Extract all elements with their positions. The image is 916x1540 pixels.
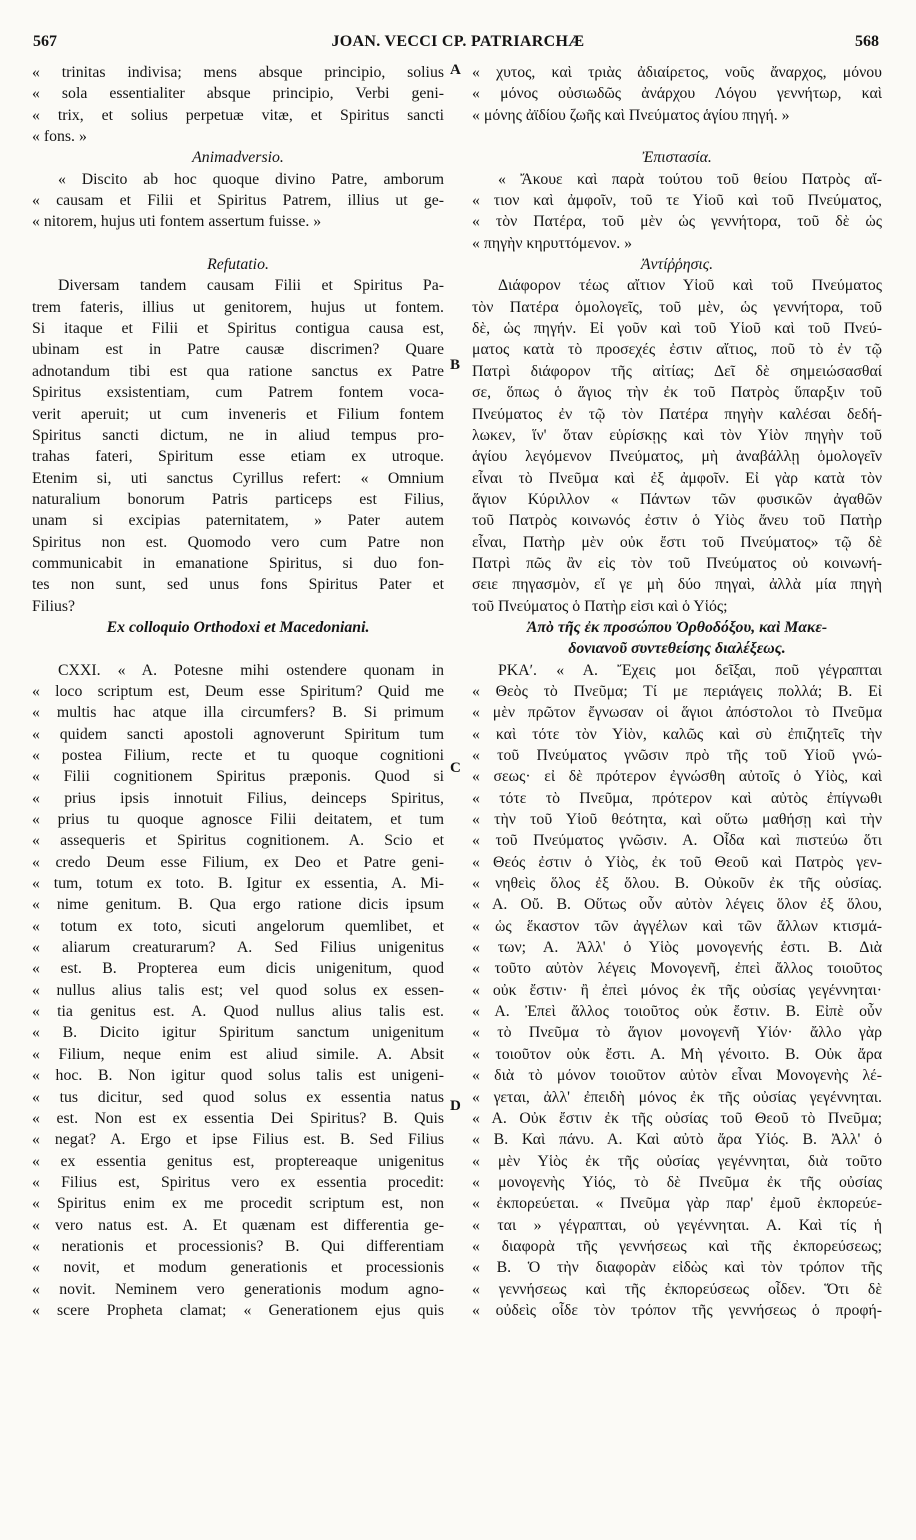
latin-text-line: « B. Dicito igitur Spiritum sanctum unigenitum <box>32 1024 444 1042</box>
greek-text-line <box>472 126 882 147</box>
latin-text-line: CXXI. « A. Potesne mihi ostendere quonam in <box>58 661 444 679</box>
greek-text-line: τοῦ Πατρὸς κοινωνός ἐστιν ὁ Υἱὸς ἄνευ τοῦ Πατὴρ <box>472 512 882 530</box>
page-number-right: 568 <box>855 33 879 50</box>
latin-text-line: « sola essentialiter absque principio, Verbi geni- <box>32 85 444 103</box>
greek-text-line: « μὲν Υἱὸς ἐκ τῆς οὐσίας γεγέννηται, διὰ τοῦτο <box>472 1152 882 1170</box>
latin-text-line: « ex essentia genitus est, proptereaque unigenitus <box>32 1152 444 1170</box>
greek-text-line: « διὰ τὸ μόνον τοιοῦτον αὐτὸν εἶναι Μονογενὴς λέ- <box>472 1067 882 1085</box>
greek-text-line: « μόνης ἀϊδίου ζωῆς καὶ Πνεύματος ἁγίου πηγή. » <box>472 106 790 124</box>
latin-text-line: « prius ipsis innotuit Filius, deinceps Spiritus, <box>32 789 444 807</box>
latin-text-line: « trinitas indivisa; mens absque principio, solius <box>32 64 444 81</box>
greek-text-line: Διάφορον τέως αἴτιον Υἱοῦ καὶ τοῦ Πνεύματος <box>498 277 882 295</box>
greek-text-line: σειε πηγασμὸν, εἴ γε μὴ δύο πηγαὶ, ἀλλὰ μία πηγὴ <box>472 576 882 594</box>
latin-text-line: Diversam tandem causam Filii et Spiritus Pa- <box>58 277 444 295</box>
greek-text-line: « ται » γέγραπται, οὐ γεγέννηται. Α. Καὶ τίς ἡ <box>472 1216 882 1234</box>
latin-text-line: « nullus alius talis est; vel quod solus ex essen- <box>32 981 444 999</box>
latin-text-line: « hoc. B. Non igitur quod solus talis est unigeni- <box>32 1067 444 1085</box>
margin-letter-d: D <box>450 1098 461 1114</box>
latin-text-line <box>32 638 444 659</box>
greek-text-line: Ἀπὸ τῆς ἐκ προσώπου Ὀρθοδόξου, καὶ Μακε- <box>526 618 828 636</box>
greek-text-line: εἶναι τὸ Πνεῦμα καὶ ἐξ ἀμφοῖν. Εἰ γὰρ κατὰ τὸν <box>472 469 882 487</box>
greek-text-line: « Α. Ἐπεὶ ἄλλος τοιοῦτος οὐκ ἔστιν. Β. Εἰπὲ οὖν <box>472 1003 882 1021</box>
latin-text-line: Animadversio. <box>192 149 284 167</box>
greek-text-line: λωκεν, ἵν' ὅταν εὑρίσκῃς καὶ τὸν Υἱὸν πηγὴν τοῦ <box>472 426 882 444</box>
greek-text-line: « σεως· εἰ δὲ πρότερον ἐγνώσθη αὐτοῖς ὁ Υἱὸς, καὶ <box>472 768 882 786</box>
greek-text-line: δὲ, ὡς πηγήν. Εἰ γοῦν καὶ τοῦ Υἱοῦ καὶ τοῦ Πνεύ- <box>472 320 882 338</box>
greek-text-line: « των; Α. Ἀλλ' ὁ Υἱὸς μονογενής ἐστι. Β. Διὰ <box>472 939 882 957</box>
greek-text-line: « Β. Καὶ πάνυ. Α. Καὶ αὐτὸ ἄρα Υἱός. Β. Ἀλλ' ὁ <box>472 1131 882 1149</box>
greek-text-line: « ἐκπορεύεται. « Πνεῦμα γὰρ παρ' ἐμοῦ ἐκπορεύε- <box>472 1195 882 1213</box>
latin-text-line: Refutatio. <box>207 256 269 274</box>
greek-text-line: « διαφορὰ τῆς γεννήσεως καὶ τῆς ἐκπορεύσεως; <box>472 1237 882 1255</box>
latin-text-line: Si itaque et Filii et Spiritus contigua causa est, <box>32 320 444 338</box>
latin-text-line: « tus dicitur, sed quod solus ex essentia natus <box>32 1088 444 1106</box>
latin-text-line <box>32 233 444 254</box>
latin-text-line: « scere Propheta clamat; « Generationem ejus quis <box>32 1301 444 1319</box>
latin-text-line: « negat? A. Ergo et ipse Filius est. B. Sed Filius <box>32 1131 444 1149</box>
latin-text-line: « novit, et modum generationis et processionis <box>32 1259 444 1277</box>
latin-text-line: « postea Filium, recte et tu quoque cognitioni <box>32 747 444 764</box>
latin-text-line: « nerationis et processionis? B. Qui differentiam <box>32 1237 444 1255</box>
latin-text-line: « causam et Filii et Spiritus Patrem, illius ut ge- <box>32 192 444 210</box>
page-number-left: 567 <box>33 33 57 50</box>
latin-text-line: « credo Deum esse Filium, ex Deo et Patre geni- <box>32 853 444 871</box>
margin-letter-c: C <box>450 760 461 776</box>
greek-text-line: « τότε τὸ Πνεῦμα, πρότερον καὶ αὐτὸς ἐπίγνωθι <box>472 789 882 807</box>
latin-text-line: « assequeris et Spiritus cognitionem. A. Scio et <box>32 832 444 850</box>
latin-text-line: « tum, totum ex toto. B. Igitur ex essentia, A. Mi- <box>32 875 444 893</box>
greek-text-line: « ὡς ἕκαστον τῶν ἀγγέλων καὶ τῶν ἄλλων κτισμά- <box>472 917 882 935</box>
greek-text-line: « τοῦτο αὐτὸν λέγεις Μονογενῆ, ἐπεὶ ἄλλος τοιοῦτος <box>472 960 882 978</box>
latin-text-line: « est. B. Propterea eum dicis unigenitum, quod <box>32 960 444 978</box>
greek-text-line: « γεται, ἀλλ' ἐπειδὴ μόνος ἐκ τῆς οὐσίας γεγέννηται. <box>472 1088 882 1106</box>
greek-text-line: « τιον καὶ ἀμφοῖν, τοῦ τε Υἱοῦ καὶ τοῦ Πνεύματος, <box>472 192 882 210</box>
latin-text-line: « est. Non est ex essentia Dei Spiritus? B. Quis <box>32 1109 444 1127</box>
latin-text-line: « fons. » <box>32 128 87 146</box>
greek-text-line: « τοιοῦτον οὐκ ἔστι. Α. Μὴ γένοιτο. Β. Οὐκ ἄρα <box>472 1045 882 1063</box>
greek-text-line: « Α. Οὔ. Β. Οὕτως οὖν αὐτὸν λέγεις ὅλον ἐξ ὅλου, <box>472 896 882 914</box>
greek-text-line: ΡΚΑʹ. « Α. Ἔχεις μοι δεῖξαι, ποῦ γέγραπται <box>498 661 882 679</box>
greek-text-line: « τοῦ Πνεύματος γνῶσιν. Α. Οἶδα καὶ πιστεύω ὅτι <box>472 832 882 850</box>
greek-text-line: « Θεὸς τὸ Πνεῦμα; Τί με περιάγεις πολλά; Β. Εἰ <box>472 682 882 700</box>
greek-text-line: « Θεός ἐστιν ὁ Υἱὸς, ἐκ τοῦ Θεοῦ καὶ Πατρὸς γεν- <box>472 853 882 871</box>
greek-text-line: « Β. Ὁ τὴν διαφορὰν εἰδὼς καὶ τὸν τρόπον τῆς <box>472 1259 882 1277</box>
greek-text-line: δονιανοῦ συντεθείσης διαλέξεως. <box>568 640 786 658</box>
greek-text-line: ματος κατὰ τὸ προσεχές ἐστιν αἴτιος, ποῦ τὸ ἐν τῷ <box>472 341 882 359</box>
latin-text-line: « multis hac atque illa circumfers? B. Si primum <box>32 704 444 722</box>
greek-text-line: « οὐδεὶς οἶδε τὸν τρόπον τῆς γεννήσεως ὁ προφή- <box>472 1301 882 1319</box>
latin-text-line: « Filius est, Spiritus vero ex essentia procedit: <box>32 1173 444 1191</box>
greek-text-line: « τὸν Πατέρα, τοῦ μὲν ὡς γεννήτορα, τοῦ δὲ ὡς <box>472 213 882 231</box>
running-title: JOAN. VECCI CP. PATRIARCHÆ <box>331 33 585 50</box>
latin-column <box>32 62 444 1321</box>
latin-text-line: verit aperuit; ut cum inveneris et Filium fontem <box>32 405 444 423</box>
latin-text-line: Spiritus non est. Quomodo vero cum Patre non <box>32 533 444 551</box>
latin-text-line: « totum ex toto, sicuti angelorum quemlibet, et <box>32 917 444 935</box>
latin-text-line: « tia genitus est. A. Quod nullus alius talis est. <box>32 1003 444 1021</box>
latin-text-line: « Discito ab hoc quoque divino Patre, amborum <box>58 170 444 188</box>
greek-text-line: « μόνος οὐσιωδῶς ἀνάρχου Λόγου γεννήτωρ, καὶ <box>472 85 882 103</box>
latin-text-line: Etenim si, uti sanctus Cyrillus refert: « Omnium <box>32 469 444 487</box>
greek-text-line: Πνεύματος ἐν τῷ τὸν Πατέρα πηγὴν καλέσαι δεδή- <box>472 405 882 423</box>
latin-text-line: « Filium, neque enim est aliud simile. A. Absit <box>32 1045 444 1063</box>
latin-text-line: Spiritus sancti dictum, ne in aliud tempus pro- <box>32 426 444 444</box>
greek-text-line: « μὲν πρῶτον ἔγνωσαν οἱ ἅγιοι ἀπόστολοι τὸ Πνεῦμα <box>472 704 882 722</box>
latin-text-line: Filius? <box>32 597 76 615</box>
greek-text-line: σε, ὅπως ὁ ἅγιος τὴν ἐκ τοῦ Πατρὸς ὕπαρξιν τοῦ <box>472 384 882 402</box>
greek-text-line: « χυτος, καὶ τριὰς ἀδιαίρετος, νοῦς ἄναρχος, μόνου <box>472 64 882 81</box>
latin-text-line: Spiritus exsistentiam, cum Patrem fontem voca- <box>32 384 444 402</box>
greek-text-line: Ἐπιστασία. <box>642 149 712 167</box>
margin-letter-b: B <box>450 357 461 373</box>
greek-text-line: ἅγιον Κύριλλον « Πάντων τῶν φυσικῶν ἀγαθῶν <box>472 490 882 508</box>
greek-text-line: Πατρὶ διάφορον τῆς αἰτίας; Δεῖ δὲ σημειώσασθαί <box>472 362 882 380</box>
greek-text-line: « οὐκ ἔστιν· ἢ ἐπεὶ μόνος ἐκ τῆς οὐσίας γεγέννηται· <box>472 981 882 999</box>
greek-text-line: εἶναι, Πατὴρ μὲν οὐκ ἔστι τοῦ Πνεύματος» τῷ δὲ <box>472 533 882 551</box>
greek-text-line: « μονογενὴς Υἱός, τὸ δὲ Πνεῦμα ἐκ τῆς οὐσίας <box>472 1173 882 1191</box>
margin-letter-a: A <box>450 62 461 78</box>
latin-text-line: « novit. Neminem vero generationis modum agno- <box>32 1280 444 1298</box>
greek-text-line: « τὴν τοῦ Υἱοῦ θεότητα, καὶ οὕτω μαθήσῃ καὶ τὴν <box>472 811 882 829</box>
greek-text-line: ἁγίου λεγόμενον Πνεύματος, μὴ ἀναβάλλῃ ὁμολογεῖν <box>472 448 882 466</box>
latin-text-line: ubinam est in Patre causæ discrimen? Quare <box>32 341 444 359</box>
latin-text-line: adnotandum tibi est qua ratione sanctus ex Patre <box>32 362 444 380</box>
greek-column <box>472 62 882 1321</box>
latin-text-line: trem fateris, illius ut genitorem, hujus ut fontem. <box>32 298 444 316</box>
latin-text-line: « aliarum creaturarum? A. Sed Filius unigenitus <box>32 939 444 957</box>
latin-text-line: « prius tu quoque agnosce Filii deitatem, et tum <box>32 811 444 829</box>
greek-text-line: « Ἄκουε καὶ παρὰ τούτου τοῦ θείου Πατρὸς αἴ- <box>498 170 882 188</box>
latin-text-line: « nime genitum. B. Qua ergo ratione dicis ipsum <box>32 896 444 914</box>
latin-text-line: Ex colloquio Orthodoxi et Macedoniani. <box>106 618 370 636</box>
latin-text-line: trahas fateri, Spiritum esse etiam ex utroque. <box>32 448 444 466</box>
greek-text-line: Ἀντίῤῥησις. <box>640 256 714 274</box>
latin-text-line: « trix, et solius perpetuæ vitæ, et Spiritus sancti <box>32 106 444 124</box>
latin-text-line: « vero natus est. A. Et quænam est differentia ge- <box>32 1216 444 1234</box>
greek-text-line: « νηθεὶς ὅλος ἐξ ὅλου. Β. Οὐκοῦν ἐκ τῆς οὐσίας. <box>472 875 882 893</box>
greek-text-line: τὸν Πατέρα ὁμολογεῖς, τοῦ μὲν, ὡς γεννήτορα, τοῦ <box>472 298 882 316</box>
latin-text-line: « Spiritus enim ex me procedit scriptum est, non <box>32 1195 444 1213</box>
greek-text-line: « τὸ Πνεῦμα τὸ ἅγιον μονογενῆ Υἱόν· ἄλλο γὰρ <box>472 1024 882 1042</box>
latin-text-line: « nitorem, hujus uti fontem assertum fuisse. » <box>32 213 322 231</box>
latin-text-line: « loco scriptum est, Deum esse Spiritum? Quid me <box>32 682 444 700</box>
latin-text-line: « Filii cognitionem Spiritus præponis. Quod si <box>32 768 444 786</box>
greek-text-line: « πηγὴν κηρυττόμενον. » <box>472 234 633 252</box>
page-header <box>0 33 916 57</box>
greek-text-line: « Α. Οὐκ ἔστιν ἐκ τῆς οὐσίας τοῦ Θεοῦ τὸ Πνεῦμα; <box>472 1109 882 1127</box>
latin-text-line: communicabit in emanatione Spiritus, si duo fon- <box>32 554 444 572</box>
latin-text-line: unam si excipias paternitatem, » Pater autem <box>32 512 444 530</box>
greek-text-line: τοῦ Πνεύματος ὁ Πατὴρ εἰσι καὶ ὁ Υἱός; <box>472 597 728 615</box>
latin-text-line: tes non sunt, sed unus fons Spiritus Pater et <box>32 576 444 594</box>
greek-text-line: « καὶ τότε τὸν Υἱὸν, καλῶς καὶ σὺ ἐπιζητεῖς τὴν <box>472 725 882 743</box>
greek-text-line: « γεννήσεως καὶ τῆς ἐκπορεύσεως οἶδεν. Ὅτι δὲ <box>472 1280 882 1298</box>
latin-text-line: « quidem sancti apostoli agnoverunt Spiritum tum <box>32 725 444 743</box>
greek-text-line: « τοῦ Πνεύματος γνῶσιν πρὸ τῆς τοῦ Υἱοῦ γνώ- <box>472 747 882 764</box>
greek-text-line: Πατρὶ πῶς ἂν εἰς τὸν τοῦ Πνεύματος οὐ κοινωνή- <box>472 554 882 572</box>
latin-text-line: naturalium bonorum Patris particeps est Filius, <box>32 490 444 508</box>
